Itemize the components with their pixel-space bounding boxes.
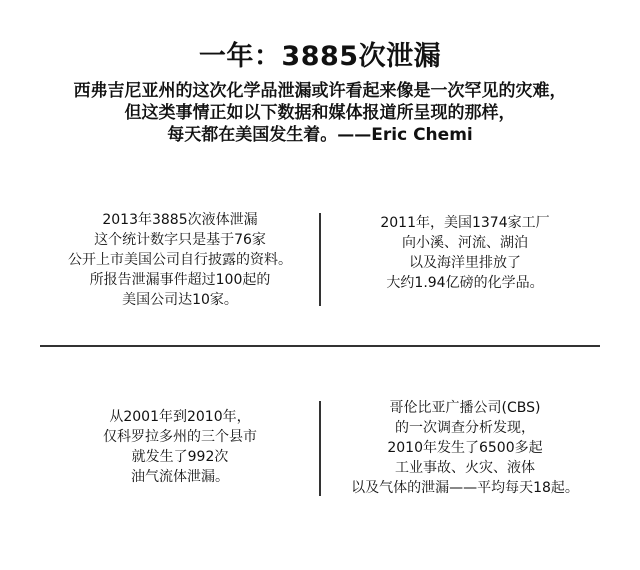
fact-line: 的一次调查分析发现， — [395, 420, 535, 436]
fact-line: 公开上市美国公司自行披露的资料。 — [68, 252, 292, 268]
fact-line: 以及气体的泄漏——平均每天18起。 — [351, 480, 579, 496]
fact-line: 所报告泄漏事件超过100起的 — [89, 272, 271, 288]
vertical-divider-top — [319, 213, 321, 306]
fact-line: 从2001年到2010年， — [109, 409, 251, 425]
page-title: 一年：3885次泄漏 — [198, 41, 442, 72]
fact-line: 2010年发生了6500多起 — [387, 440, 543, 456]
fact-line: 向小溪、河流、湖泊 — [402, 235, 528, 251]
fact-line: 大约1.94亿磅的化学品。 — [386, 275, 544, 291]
fact-line: 这个统计数字只是基于76家 — [94, 232, 266, 248]
fact-cbs-investigation — [330, 398, 600, 498]
horizontal-divider — [40, 345, 600, 347]
intro-quote-line: 西弗吉尼亚州的这次化学品泄漏或许看起来像是一次罕见的灾难， — [73, 81, 567, 101]
fact-line: 工业事故、火灾、液体 — [395, 460, 535, 476]
fact-2013-spills — [40, 210, 320, 310]
fact-line: 以及海洋里排放了 — [409, 255, 521, 271]
fact-2011-factories — [330, 213, 600, 293]
fact-line: 2011年，美国1374家工厂 — [380, 215, 550, 231]
intro-quote-line: 但这类事情正如以下数据和媒体报道所呈现的那样， — [124, 103, 516, 123]
intro-quote — [0, 80, 640, 146]
fact-line: 仅科罗拉多州的三个县市 — [103, 429, 257, 445]
vertical-divider-bottom — [319, 401, 321, 496]
fact-line: 就发生了992次 — [131, 449, 229, 465]
fact-colorado-spills — [40, 407, 320, 487]
fact-line: 2013年3885次液体泄漏 — [102, 212, 258, 228]
intro-quote-line: 每天都在美国发生着。——Eric Chemi — [167, 125, 473, 145]
fact-line: 油气流体泄漏。 — [131, 469, 229, 485]
fact-line: 美国公司达10家。 — [122, 292, 238, 308]
fact-line: 哥伦比亚广播公司(CBS) — [389, 400, 541, 416]
